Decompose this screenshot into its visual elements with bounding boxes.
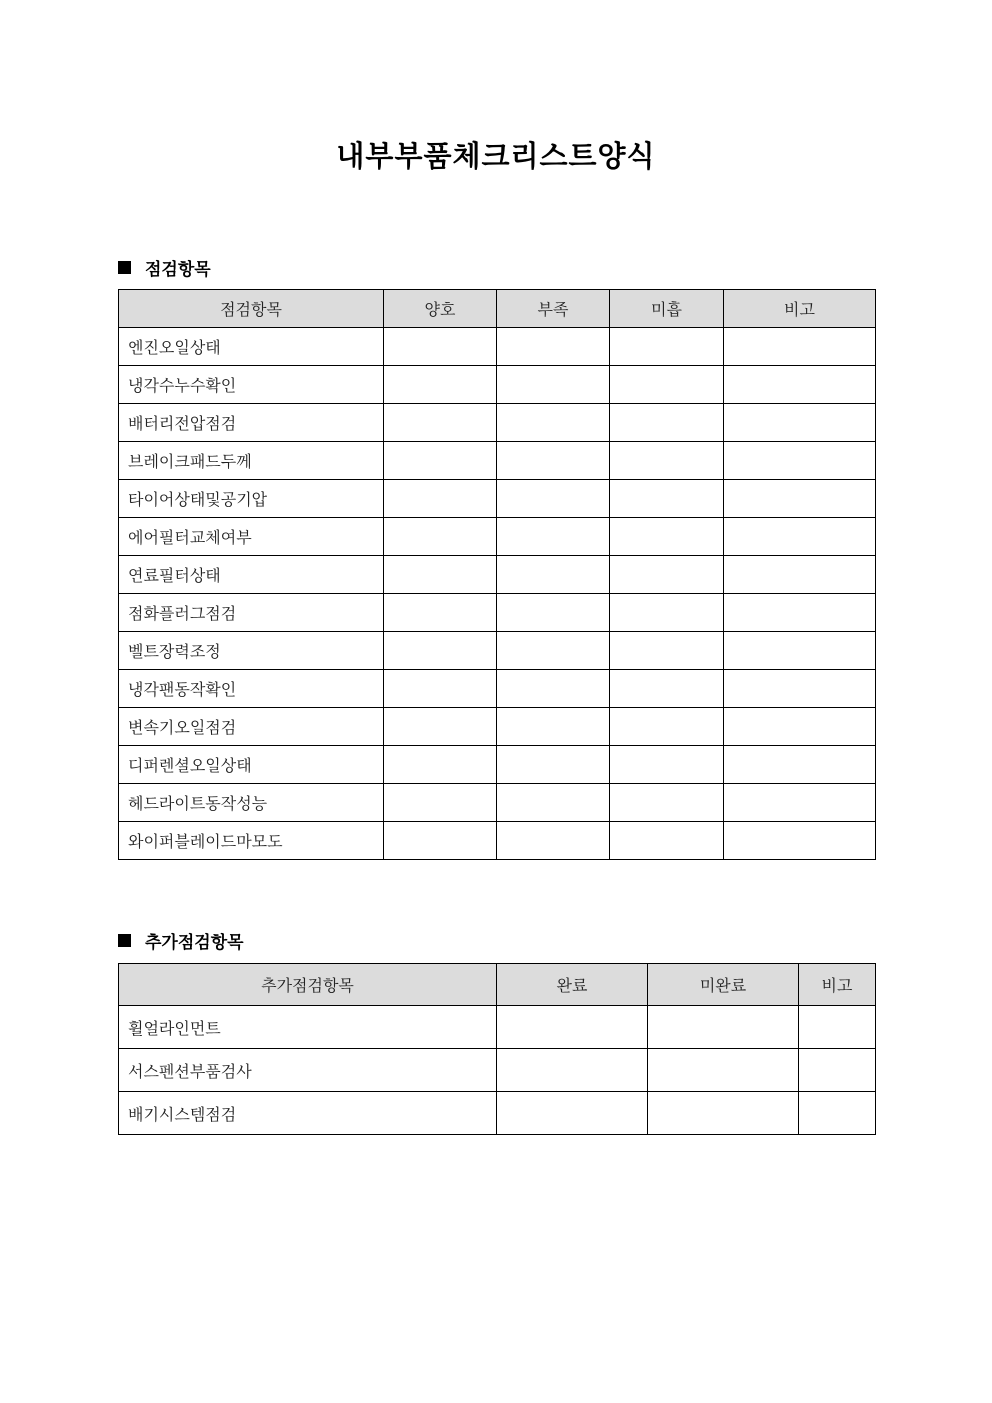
section-heading-label: 추가점검항목 xyxy=(145,933,244,953)
poor-cell[interactable] xyxy=(610,328,724,366)
table-row xyxy=(119,328,876,366)
good-cell[interactable] xyxy=(384,518,497,556)
item-label: 배터리전압점검 xyxy=(119,404,384,442)
poor-cell[interactable] xyxy=(610,404,724,442)
poor-cell[interactable] xyxy=(610,708,724,746)
remarks-cell[interactable] xyxy=(724,518,876,556)
remarks-cell[interactable] xyxy=(799,1049,876,1092)
good-cell[interactable] xyxy=(384,404,497,442)
remarks-cell[interactable] xyxy=(724,404,876,442)
complete-cell[interactable] xyxy=(497,1006,648,1049)
good-cell[interactable] xyxy=(384,556,497,594)
item-label: 에어필터교체여부 xyxy=(119,518,384,556)
insufficient-cell[interactable] xyxy=(497,632,610,670)
poor-cell[interactable] xyxy=(610,366,724,404)
inspection-items-table xyxy=(118,289,876,860)
table-row xyxy=(119,632,876,670)
incomplete-cell[interactable] xyxy=(648,1049,799,1092)
item-label: 헤드라이트동작성능 xyxy=(119,784,384,822)
item-label: 서스펜션부품검사 xyxy=(119,1049,497,1092)
table-row xyxy=(119,1092,876,1135)
column-header-insufficient: 부족 xyxy=(497,290,610,328)
item-label: 연료필터상태 xyxy=(119,556,384,594)
remarks-cell[interactable] xyxy=(799,1006,876,1049)
table-row xyxy=(119,670,876,708)
poor-cell[interactable] xyxy=(610,670,724,708)
insufficient-cell[interactable] xyxy=(497,746,610,784)
good-cell[interactable] xyxy=(384,594,497,632)
document-title: 내부부품체크리스트양식 xyxy=(336,139,656,173)
table-row xyxy=(119,518,876,556)
column-header-additional-item: 추가점검항목 xyxy=(119,964,497,1006)
black-square-bullet-icon xyxy=(118,934,131,947)
table-row xyxy=(119,366,876,404)
table-row xyxy=(119,480,876,518)
column-header-remarks: 비고 xyxy=(724,290,876,328)
table-row xyxy=(119,746,876,784)
column-header-complete: 완료 xyxy=(497,964,648,1006)
section-heading-inspection-items xyxy=(118,255,211,280)
item-label: 엔진오일상태 xyxy=(119,328,384,366)
insufficient-cell[interactable] xyxy=(497,708,610,746)
remarks-cell[interactable] xyxy=(799,1092,876,1135)
remarks-cell[interactable] xyxy=(724,480,876,518)
good-cell[interactable] xyxy=(384,670,497,708)
item-label: 디퍼렌셜오일상태 xyxy=(119,746,384,784)
good-cell[interactable] xyxy=(384,480,497,518)
insufficient-cell[interactable] xyxy=(497,480,610,518)
table-row xyxy=(119,404,876,442)
table-row xyxy=(119,822,876,860)
complete-cell[interactable] xyxy=(497,1092,648,1135)
table-row xyxy=(119,594,876,632)
item-label: 휠얼라인먼트 xyxy=(119,1006,497,1049)
item-label: 점화플러그점검 xyxy=(119,594,384,632)
insufficient-cell[interactable] xyxy=(497,518,610,556)
item-label: 타이어상태및공기압 xyxy=(119,480,384,518)
table-header-row xyxy=(119,964,876,1006)
complete-cell[interactable] xyxy=(497,1049,648,1092)
section-heading-additional-items xyxy=(118,928,244,953)
poor-cell[interactable] xyxy=(610,594,724,632)
good-cell[interactable] xyxy=(384,366,497,404)
column-header-incomplete: 미완료 xyxy=(648,964,799,1006)
item-label: 브레이크패드두께 xyxy=(119,442,384,480)
good-cell[interactable] xyxy=(384,746,497,784)
good-cell[interactable] xyxy=(384,822,497,860)
remarks-cell[interactable] xyxy=(724,784,876,822)
good-cell[interactable] xyxy=(384,442,497,480)
good-cell[interactable] xyxy=(384,784,497,822)
poor-cell[interactable] xyxy=(610,556,724,594)
item-label: 냉각수누수확인 xyxy=(119,366,384,404)
column-header-item: 점검항목 xyxy=(119,290,384,328)
table-row xyxy=(119,1006,876,1049)
poor-cell[interactable] xyxy=(610,442,724,480)
insufficient-cell[interactable] xyxy=(497,328,610,366)
remarks-cell[interactable] xyxy=(724,822,876,860)
column-header-poor: 미흡 xyxy=(610,290,724,328)
remarks-cell[interactable] xyxy=(724,746,876,784)
remarks-cell[interactable] xyxy=(724,708,876,746)
item-label: 변속기오일점검 xyxy=(119,708,384,746)
item-label: 벨트장력조정 xyxy=(119,632,384,670)
good-cell[interactable] xyxy=(384,708,497,746)
insufficient-cell[interactable] xyxy=(497,784,610,822)
poor-cell[interactable] xyxy=(610,746,724,784)
remarks-cell[interactable] xyxy=(724,670,876,708)
remarks-cell[interactable] xyxy=(724,442,876,480)
insufficient-cell[interactable] xyxy=(497,366,610,404)
table-row xyxy=(119,556,876,594)
column-header-remarks: 비고 xyxy=(799,964,876,1006)
remarks-cell[interactable] xyxy=(724,594,876,632)
column-header-good: 양호 xyxy=(384,290,497,328)
good-cell[interactable] xyxy=(384,328,497,366)
poor-cell[interactable] xyxy=(610,784,724,822)
insufficient-cell[interactable] xyxy=(497,556,610,594)
table-header-row xyxy=(119,290,876,328)
additional-items-table xyxy=(118,963,876,1135)
insufficient-cell[interactable] xyxy=(497,404,610,442)
item-label: 냉각팬동작확인 xyxy=(119,670,384,708)
incomplete-cell[interactable] xyxy=(648,1006,799,1049)
poor-cell[interactable] xyxy=(610,822,724,860)
insufficient-cell[interactable] xyxy=(497,594,610,632)
table-row xyxy=(119,1049,876,1092)
table-row xyxy=(119,784,876,822)
black-square-bullet-icon xyxy=(118,261,131,274)
poor-cell[interactable] xyxy=(610,480,724,518)
good-cell[interactable] xyxy=(384,632,497,670)
poor-cell[interactable] xyxy=(610,632,724,670)
remarks-cell[interactable] xyxy=(724,632,876,670)
poor-cell[interactable] xyxy=(610,518,724,556)
insufficient-cell[interactable] xyxy=(497,822,610,860)
table-row xyxy=(119,708,876,746)
remarks-cell[interactable] xyxy=(724,556,876,594)
remarks-cell[interactable] xyxy=(724,366,876,404)
insufficient-cell[interactable] xyxy=(497,442,610,480)
incomplete-cell[interactable] xyxy=(648,1092,799,1135)
item-label: 와이퍼블레이드마모도 xyxy=(119,822,384,860)
remarks-cell[interactable] xyxy=(724,328,876,366)
section-heading-label: 점검항목 xyxy=(145,260,211,280)
insufficient-cell[interactable] xyxy=(497,670,610,708)
table-row xyxy=(119,442,876,480)
item-label: 배기시스템점검 xyxy=(119,1092,497,1135)
